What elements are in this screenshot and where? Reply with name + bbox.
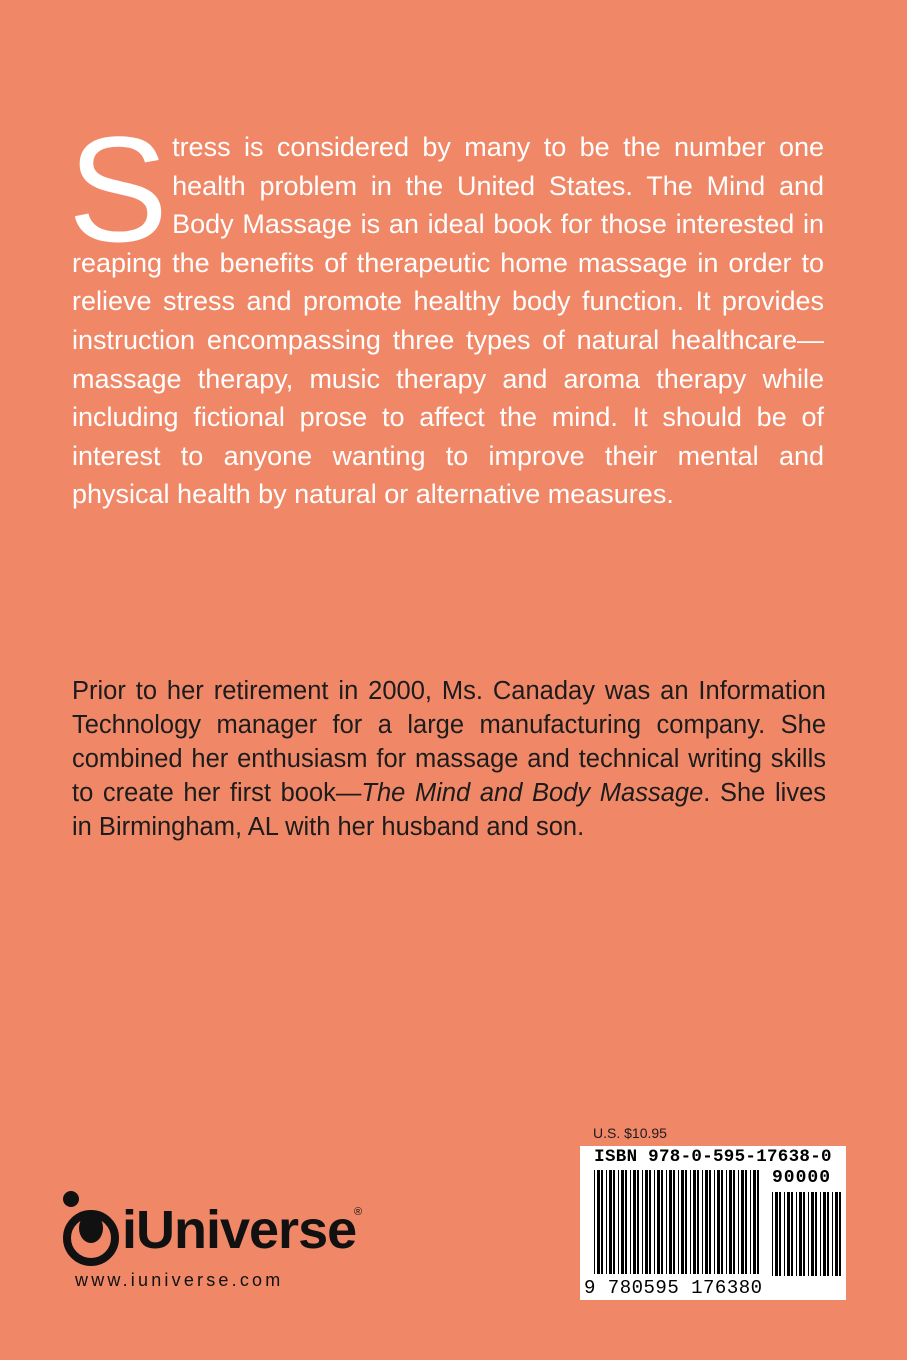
barcode-bar (621, 1170, 624, 1274)
barcode-bar (753, 1170, 756, 1274)
barcode-bar (820, 1192, 821, 1276)
barcode-bar (690, 1170, 691, 1274)
barcode-bar (827, 1192, 829, 1276)
barcode-bar (630, 1170, 631, 1274)
addon-code: 90000 (772, 1168, 832, 1188)
barcode-bar (685, 1170, 687, 1274)
barcode-bar (784, 1192, 785, 1276)
barcode-bar (729, 1170, 732, 1274)
barcode-bar (835, 1192, 838, 1276)
barcode-bar (601, 1170, 603, 1274)
barcode-bar (832, 1192, 833, 1276)
bio-text-after: . She lives in Birmingham, AL with her husband and son. (72, 779, 826, 841)
barcode-bar (642, 1170, 643, 1274)
barcode-bar (772, 1192, 773, 1276)
barcode-bar (666, 1170, 667, 1274)
barcode-bar (733, 1170, 735, 1274)
publisher-name: iUniverse (122, 1200, 357, 1260)
barcode-bar (649, 1170, 651, 1274)
bio-text-before: Prior to her retirement in 2000, Ms. Canaday was an Information Technology manager for a large manufacturing company. She combined her enthusiasm for massage and technical writing skills to create her first book— (72, 677, 826, 807)
barcode-bar (702, 1170, 703, 1274)
bio-book-title: The Mind and Body Massage (361, 779, 704, 807)
barcode-bar (681, 1170, 684, 1274)
author-bio (72, 674, 826, 844)
barcode-bar (787, 1192, 790, 1276)
barcode-panel (580, 1146, 846, 1300)
barcode-bar (741, 1170, 744, 1274)
barcode-bar (726, 1170, 727, 1274)
barcode-bar (803, 1192, 805, 1276)
barcode-bar (714, 1170, 715, 1274)
barcode-bar (799, 1192, 802, 1276)
barcode-bar (661, 1170, 663, 1274)
barcode-bar (597, 1170, 600, 1274)
barcode-bar (657, 1170, 660, 1274)
barcode-bar (808, 1192, 809, 1276)
barcode-bar (654, 1170, 655, 1274)
barcode-bar (637, 1170, 639, 1274)
barcode-bar (709, 1170, 711, 1274)
barcode-bar (721, 1170, 723, 1274)
barcode-bar (823, 1192, 826, 1276)
barcode-bar (779, 1192, 781, 1276)
blurb-paragraph (68, 105, 824, 514)
barcode-bar (811, 1192, 814, 1276)
registered-mark: ® (354, 1206, 363, 1218)
barcode-bar (618, 1170, 619, 1274)
barcode-bar (791, 1192, 793, 1276)
barcode-bar (757, 1170, 759, 1274)
barcode-bar (594, 1170, 595, 1274)
barcode-bar (678, 1170, 679, 1274)
barcode-bar (796, 1192, 797, 1276)
price-label: U.S. $10.95 (593, 1125, 667, 1141)
barcode-bar (645, 1170, 648, 1274)
barcode-bar (613, 1170, 615, 1274)
blurb-text: tress is considered by many to be the number one health problem in the United States. The Mind and Body Massage is an ideal book for those interested in reaping the benefits of therapeutic home massage in order to relieve stress and promote healthy body function. It provides instruction encompassing three types of natural healthcare—massage therapy, music therapy and aroma therapy while including fictional prose to affect the mind. It should be of interest to anyone wanting to improve their mental and physical health by natural or alternative measures. (72, 132, 824, 510)
barcode-bar (693, 1170, 696, 1274)
barcode-bar (606, 1170, 607, 1274)
drop-cap: S (68, 105, 169, 273)
iuniverse-logo-icon (58, 1188, 122, 1268)
barcode-bar (815, 1192, 817, 1276)
ean-digits: 9 780595 176380 (584, 1277, 763, 1299)
barcode-bar (839, 1192, 841, 1276)
barcode-bar (625, 1170, 627, 1274)
barcode-bar (669, 1170, 672, 1274)
barcode-bar (775, 1192, 778, 1276)
barcode-bar (697, 1170, 699, 1274)
barcode-bar (609, 1170, 612, 1274)
publisher-url[interactable]: www.iuniverse.com (75, 1270, 284, 1290)
barcode-bar (750, 1170, 751, 1274)
barcode-bar (738, 1170, 739, 1274)
barcode-bar (705, 1170, 708, 1274)
barcode-bar (745, 1170, 747, 1274)
barcode-bar (717, 1170, 720, 1274)
barcode-bar (673, 1170, 675, 1274)
isbn-text: ISBN 978-0-595-17638-0 (594, 1147, 832, 1167)
barcode-bar (633, 1170, 636, 1274)
